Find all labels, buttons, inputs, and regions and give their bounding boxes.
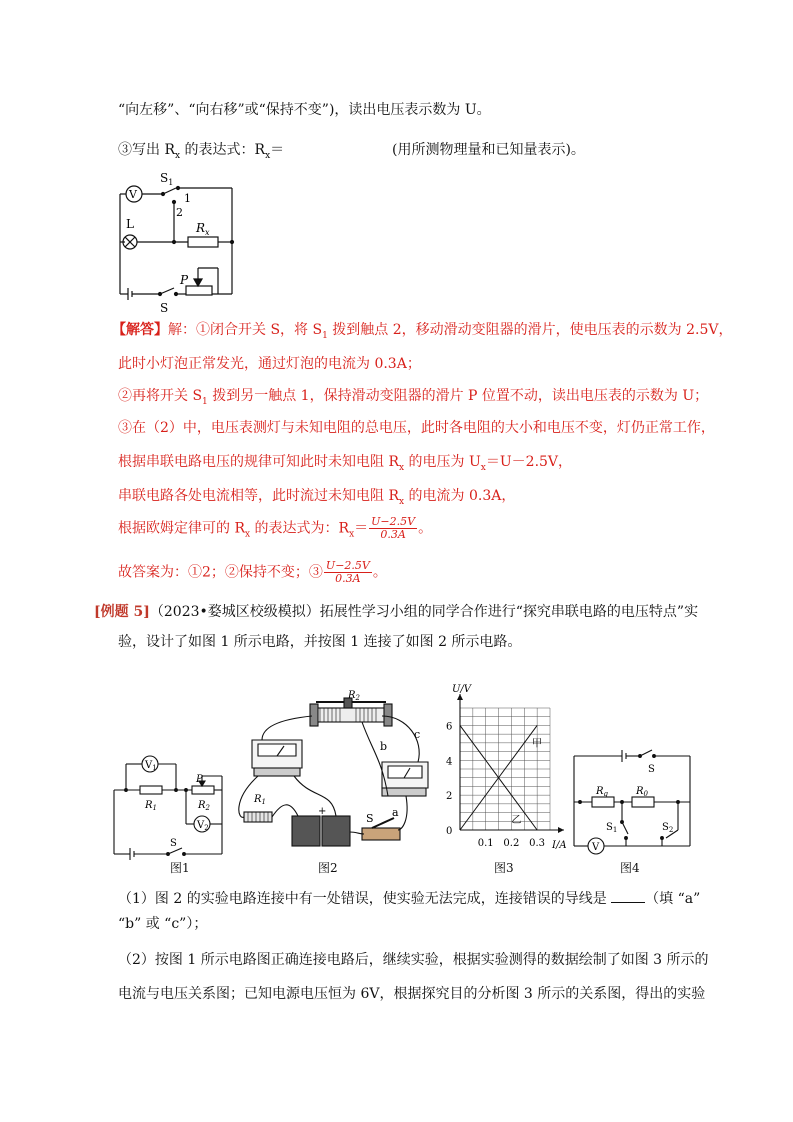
top-slider-label: P [180, 273, 189, 287]
answer-line-2: 此时小灯泡正常发光，通过灯泡的电流为 0.3A； [118, 356, 421, 372]
x-tick-label: 0.1 [477, 838, 494, 849]
fig4-s1-label: $S_1$ [606, 822, 618, 834]
y-tick-label: 2 [446, 791, 453, 803]
fig3-caption: 图3 [494, 861, 514, 875]
top-contact-1: 1 [184, 192, 191, 205]
example-tag: [例题 5] [94, 604, 150, 620]
answer-line-5: 根据串联电路电压的规律可知此时未知电阻 $R_x$ 的电压为 $U_x=U-2.5V$， [118, 454, 573, 473]
fig2-r2-label: $R_2$ [348, 690, 360, 702]
fig1-r1-label: $R_1$ [145, 800, 157, 812]
fig2-wire-b: b [380, 740, 388, 753]
fig1-v1-label: $V_1$ [145, 760, 157, 772]
question-2-line-1: （2）按图 1 所示电路图正确连接电路后，继续实验，根据实验测得的数据绘制了如图 3 所示的 [118, 952, 709, 968]
fig1-v2-label: $V_2$ [197, 820, 209, 832]
y-tick-label: 4 [446, 756, 453, 768]
answer-line-1: 【解答】解：①闭合开关 S，将 $S_1$ 拨到触点 2，移动滑动变阻器的滑片，使电压表的示数为 2.5V， [112, 322, 733, 341]
answer-blank-1[interactable] [611, 888, 645, 903]
top-circuit-diagram [108, 168, 248, 316]
fig2-caption: 图2 [318, 861, 338, 875]
question-2-line-2: 电流与电压关系图；已知电源电压恒为 6V，根据探究目的分析图 3 所示的关系图，得出的实验 [118, 986, 706, 1002]
fig1-r2-label: $R_2$ [198, 800, 210, 812]
top-switch-s-label: S [160, 301, 169, 315]
x-tick-label: 0.3 [529, 838, 546, 849]
fig4-r0-label: $R_0$ [636, 786, 648, 798]
fig1-s-label: S [170, 838, 177, 849]
y-axis-label: U/V [452, 684, 472, 695]
fig4-rg-label: $R_g$ [596, 786, 609, 798]
answer-line-4: ③在（2）中，电压表测灯与未知电阻的总电压，此时各电阻的大小和电压不变，灯仍正常工作， [118, 420, 715, 436]
answer-line-7: 根据欧姆定律可的 $R_x$ 的表达式为：$R_x=$ $\frac{U-2.5V}{0.3A}$ 。 [118, 515, 433, 541]
top-s1-label: $S_1$ [160, 171, 174, 187]
fig2-wire-c: c [414, 728, 421, 741]
y-tick-label: 6 [446, 721, 453, 733]
fig2-switch-s: S [366, 812, 374, 825]
top-voltmeter-label: V [129, 188, 137, 201]
top-contact-2: 2 [176, 206, 183, 219]
question-1-line-2: “b” 或 “c”）； [118, 916, 208, 932]
rx-fraction-1: $\frac{U-2.5V}{0.3A}$ [371, 515, 416, 541]
rx-expression-note: (用所测物理量和已知量表示)。 [392, 142, 585, 158]
text-line-1: “向左移”、“向右移”或“保持不变”)，读出电压表示数为 U。 [118, 102, 491, 118]
y-tick-label: 0 [446, 826, 453, 837]
x-tick-label: 0.2 [503, 838, 520, 849]
answer-line-3: ②再将开关 $S_1$ 拨到另一触点 1，保持滑动变阻器的滑片 P 位置不动，读出电压表的示数为 U； [118, 388, 709, 407]
fig2-plus: + [318, 806, 327, 817]
answer-summary: 故答案为：①2；②保持不变；③ $\frac{U-2.5V}{0.3A}$ 。 [118, 559, 387, 585]
x-axis-label: I/A [552, 840, 567, 851]
example-5-line-2: 验，设计了如图 1 所示电路，并按图 1 连接了如图 2 所示电路。 [118, 634, 522, 650]
fig4-voltmeter-label: V [592, 842, 600, 853]
figure-4-circuit [566, 742, 696, 862]
example-5-line-1: [例题 5]（2023•婺城区校级模拟）拓展性学习小组的同学合作进行“探究串联电路的电压特点”实 [94, 604, 699, 620]
figure-2-apparatus [232, 690, 428, 860]
question-1-line-1: （1）图 2 的实验电路连接中有一处错误，使实验无法完成，连接错误的导线是 （填 “a” [118, 888, 700, 909]
fig4-s2-label: $S_2$ [662, 822, 674, 834]
series-label-jia: 甲 [532, 738, 542, 750]
top-lamp-label: L [126, 217, 134, 231]
rx-expression-prompt: ③写出 $R_x$ 的表达式：$R_x=$ [118, 142, 285, 161]
fig2-wire-a: a [392, 806, 399, 819]
fig4-s-label: S [648, 764, 655, 775]
fig2-r1-label: $R_1$ [254, 794, 266, 806]
figure-3-chart [430, 684, 570, 858]
top-rx-label: $R_x$ [196, 221, 210, 237]
x-axis-arrow [558, 827, 564, 833]
fig1-p-label: P [196, 774, 203, 785]
fig1-caption: 图1 [170, 861, 190, 875]
rx-fraction-2: $\frac{U-2.5V}{0.3A}$ [325, 559, 370, 585]
answer-line-6: 串联电路各处电流相等，此时流过未知电阻 $R_x$ 的电流为 0.3A， [118, 488, 516, 507]
series-label-yi: 乙 [511, 815, 522, 827]
fig4-caption: 图4 [620, 861, 640, 875]
